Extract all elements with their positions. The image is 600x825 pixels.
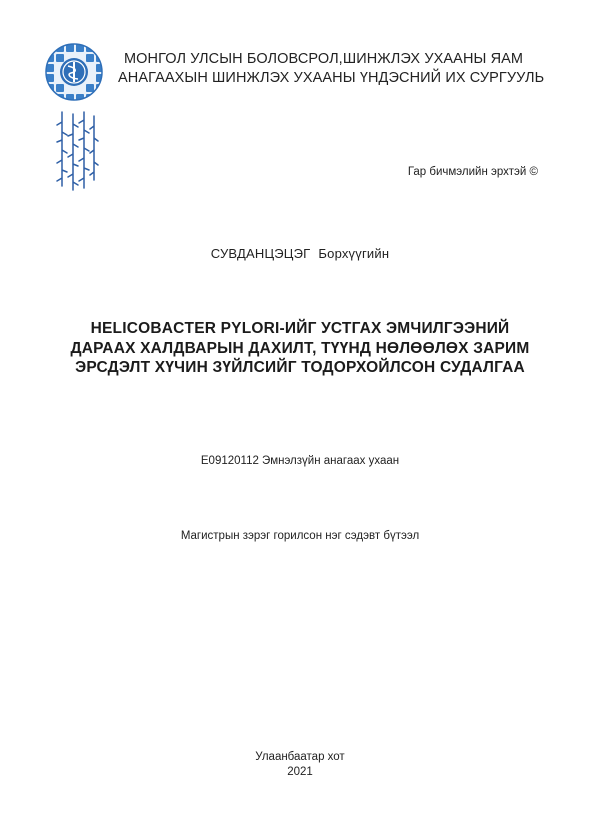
organization-header — [118, 50, 558, 88]
title-line: ДАРААХ ХАЛДВАРЫН ДАХИЛТ, ТҮҮНД НӨЛӨӨЛӨХ ЗАРИМ — [70, 339, 530, 357]
city: Улаанбаатар хот — [255, 751, 345, 763]
degree-statement: Магистрын зэрэг горилсон нэг сэдэвт бүтээл — [180, 530, 420, 542]
title-line: HELICOBACTER PYLORI-ИЙГ УСТГАХ ЭМЧИЛГЭЭНИЙ — [90, 320, 510, 337]
copyright-notice: Гар бичмэлийн эрхтэй © — [407, 166, 538, 178]
specialty-code: E09120112 Эмнэлзүйн анагаах ухаан — [200, 455, 400, 467]
thesis-title — [0, 319, 600, 378]
ministry-name: МОНГОЛ УЛСЫН БОЛОВСРОЛ,ШИНЖЛЭХ УХААНЫ ЯАМ — [124, 51, 524, 67]
university-emblem-icon — [44, 42, 104, 102]
year: 2021 — [287, 766, 313, 778]
author-name — [0, 246, 600, 261]
university-name: АНАГААХЫН ШИНЖЛЭХ УХААНЫ ҮНДЭСНИЙ ИХ СУРГУУЛЬ — [118, 70, 545, 86]
mongolian-script-emblem-text — [50, 108, 100, 196]
author-surname: СУВДАНЦЭЦЭГ — [210, 246, 311, 261]
place-and-year — [0, 750, 600, 780]
author-given-name: Борхүүгийн — [318, 246, 390, 261]
title-line: ЭРСДЭЛТ ХҮЧИН ЗҮЙЛСИЙГ ТОДОРХОЙЛСОН СУДАЛГАА — [75, 359, 525, 376]
